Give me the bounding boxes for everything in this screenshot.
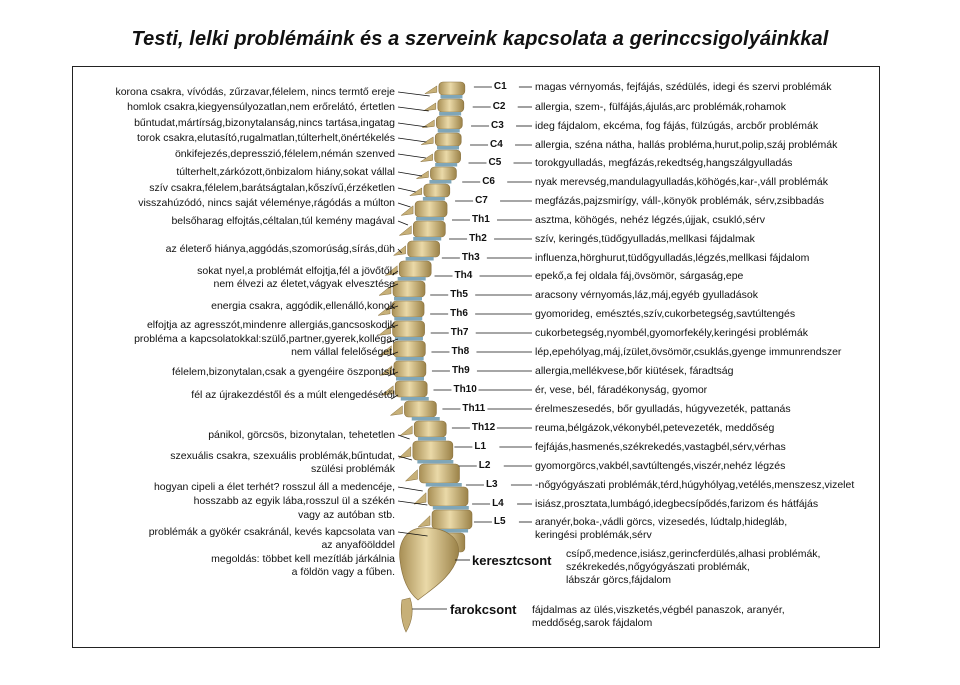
spinal-disc <box>398 277 426 281</box>
vertebra-process <box>401 206 413 216</box>
right-symptom-label: aracsony vérnyomás,láz,máj,egyéb gyulladások <box>535 289 758 301</box>
spinal-disc <box>394 317 422 321</box>
right-symptom-label: allergia, szem-, fülfájás,ájulás,arc problémák,rohamok <box>535 101 786 113</box>
spinal-disc <box>426 483 462 487</box>
right-symptom-label: gyomorgörcs,vakbél,savtúltengés,viszér,nehéz légzés <box>535 460 786 472</box>
spinal-disc <box>395 337 423 341</box>
right-symptom-label: keringési problémák,sérv <box>535 529 652 541</box>
spinal-disc <box>438 129 460 133</box>
vertebra-tag: L1 <box>474 441 487 452</box>
left-trait-label: szív csakra,félelem,barátságtalan,kőszívű,érzéketlen <box>149 182 395 194</box>
right-symptom-label: asztma, köhögés, nehéz légzés,újjak, csukló,sérv <box>535 214 765 226</box>
spinal-disc <box>437 146 459 150</box>
vertebra-process <box>400 426 412 436</box>
left-trait-label: félelem,bizonytalan,csak a gyengéire öszpontsít <box>172 366 395 378</box>
spinal-disc <box>433 506 469 510</box>
left-trait-label: önkifejezés,depresszió,félelem,némán szenved <box>174 148 395 160</box>
spinal-disc <box>396 357 424 361</box>
connector-line <box>398 123 427 127</box>
connector-line <box>398 203 410 207</box>
left-trait-label: bűntudat,mártírság,bizonytalanság,nincs tartása,ingatag <box>134 117 395 129</box>
vertebra-body <box>414 421 446 437</box>
connector-line <box>398 172 422 176</box>
right-symptom-label: magas vérnyomás, fejfájás, szédülés, idegi és szervi problémák <box>535 81 832 93</box>
right-symptom-label: -nőgyógyászati problémák,térd,húgyhólyag,vetélés,menszesz,vizelet <box>535 479 855 491</box>
connector-line <box>398 107 429 111</box>
vertebra-body <box>408 241 440 257</box>
left-trait-label: megoldás: többet kell mezítláb járkálnia <box>211 553 395 565</box>
vertebra-tag: Th5 <box>450 289 468 300</box>
connector-line <box>398 138 426 142</box>
connector-line <box>398 487 423 491</box>
vertebra-process <box>425 86 437 94</box>
left-trait-label: túlterhelt,zárkózott,önbizalom hiány,sokat vállal <box>176 166 395 178</box>
right-symptom-label: gyomorideg, emésztés,szív,cukorbetegség,savtúltengés <box>535 308 796 320</box>
vertebra-process <box>421 137 433 145</box>
vertebra-tag: Th10 <box>453 384 477 395</box>
vertebra-tag: Th4 <box>454 270 473 281</box>
vertebra-tag: Th11 <box>462 403 486 414</box>
left-trait-label: vagy az autóban stb. <box>298 509 395 521</box>
vertebra-body <box>393 321 425 337</box>
vertebra-body <box>404 401 436 417</box>
vertebra-tag: C3 <box>491 120 504 131</box>
vertebra-body <box>435 133 461 146</box>
vertebra-process <box>390 406 402 416</box>
vertebra-tag: Th12 <box>471 422 496 433</box>
spinal-disc <box>423 197 445 201</box>
vertebra-body <box>413 441 453 460</box>
left-trait-label: hosszabb az egyik lába,rosszul ül a székén <box>193 495 395 507</box>
vertebra-body <box>413 221 445 237</box>
right-symptom-label: isiász,prosztata,lumbágó,idegbecsípődés,farizom és hátfájás <box>535 498 819 510</box>
connector-line <box>398 221 408 225</box>
right-symptom-label: epekő,a fej oldala fáj,övsömör, sárgaság,epe <box>535 270 744 282</box>
spinal-disc <box>412 417 440 421</box>
vertebra-tag: Th6 <box>450 308 468 319</box>
right-symptom-label: szív, keringés,tüdőgyulladás,mellkasi fájdalmak <box>535 233 755 245</box>
vertebra-tag: Th7 <box>450 327 469 338</box>
left-trait-label: probléma a kapcsolatokkal:szülő,partner,gyerek,kolléga, <box>134 333 395 345</box>
vertebra-body <box>428 487 468 506</box>
vertebra-body <box>395 381 427 397</box>
vertebra-tag: C7 <box>475 195 488 206</box>
left-trait-label: fél az újrakezdéstől és a múlt elengedésétől <box>191 389 395 401</box>
vertebra-tag: Th2 <box>469 233 487 244</box>
vertebra-tag: C6 <box>482 176 495 187</box>
vertebra-body <box>393 341 425 357</box>
vertebra-body <box>399 261 431 277</box>
left-trait-label: visszahúzódó, nincs saját véleménye,rágódás a múlton <box>138 197 395 209</box>
right-symptom-label: ideg fájdalom, ekcéma, fog fájás, fülzúgás, arcbőr problémák <box>535 120 819 132</box>
vertebra-tag: C4 <box>490 139 503 150</box>
spinal-disc <box>435 163 457 167</box>
right-symptom-label: influenza,hörghurut,tüdőgyulladás,légzés,mellkasi fájdalom <box>535 252 810 264</box>
vertebra-process <box>405 470 417 481</box>
connector-line <box>398 435 410 439</box>
left-trait-label: hogyan cipeli a élet terhét? rosszul áll a medencéje, <box>153 481 395 493</box>
spinal-disc <box>439 112 461 116</box>
spinal-disc <box>401 397 429 401</box>
vertebra-process <box>414 493 426 504</box>
sacrum-label: keresztcsont <box>472 553 552 568</box>
right-symptom-label: lép,epehólyag,máj,ízület,övsömör,csuklás,gyenge immunrendszer <box>535 346 842 358</box>
spinal-disc <box>413 237 441 241</box>
left-trait-label: a földön vagy a fűben. <box>291 566 395 578</box>
vertebra-tag: Th9 <box>451 365 470 376</box>
vertebra-body <box>432 510 472 529</box>
left-trait-label: problémák a gyökér csakránál, kevés kapcsolata van <box>148 526 395 538</box>
connector-line <box>398 92 430 96</box>
left-trait-label: pánikol, görcsös, bizonytalan, tehetetlen <box>208 429 395 441</box>
vertebra-tag: Th1 <box>472 214 490 225</box>
vertebra-body <box>439 82 465 95</box>
vertebra-tag: C1 <box>493 81 507 92</box>
coccyx-bone <box>401 598 412 632</box>
vertebra-tag: L4 <box>492 498 504 509</box>
vertebra-tag: Th3 <box>461 252 480 263</box>
vertebra-body <box>436 116 462 129</box>
right-symptom-label: allergia, széna nátha, hallás probléma,hurut,polip,száj problémák <box>535 139 838 151</box>
vertebra-body <box>424 184 450 197</box>
page-title: Testi, lelki problémáink és a szerveink kapcsolata a gerinccsigolyáinkkal <box>131 28 829 50</box>
vertebra-tag: Th8 <box>451 346 470 357</box>
left-trait-label: belsőharag elfojtás,céltalan,túl kemény magával <box>171 215 395 227</box>
right-symptom-label: csípő,medence,isiász,gerincferdülés,alhasi problémák, <box>566 548 821 560</box>
vertebra-body <box>392 301 424 317</box>
right-symptom-label: aranyér,boka-,vádli görcs, vizesedés, lúdtalp,hidegláb, <box>535 516 788 528</box>
left-trait-label: nem vállal felelőséget. <box>291 346 395 358</box>
right-symptom-label: ér, vese, bél, fáradékonyság, gyomor <box>535 384 708 396</box>
right-symptom-label: székrekedés,nőgyógyászati problémák, <box>566 561 750 573</box>
spinal-disc <box>394 297 422 301</box>
vertebra-tag: C2 <box>492 101 506 112</box>
right-symptom-label: fejfájás,hasmenés,székrekedés,vastagbél,sérv,vérhas <box>535 441 786 453</box>
right-symptom-label: megfázás,pajzsmirígy, váll-,könyök problémák, sérv,zsibbadás <box>535 195 825 207</box>
coccyx-label: farokcsont <box>450 602 517 617</box>
spinal-disc <box>440 95 462 99</box>
right-symptom-label: fájdalmas az ülés,viszketés,végbél panaszok, aranyér, <box>532 604 785 616</box>
vertebra-process <box>418 516 430 527</box>
right-symptom-label: meddőség,sarok fájdalom <box>532 617 653 629</box>
vertebra-tag: L2 <box>478 460 491 471</box>
left-trait-label: szexuális csakra, szexuális problémák,bűntudat, <box>170 450 395 462</box>
vertebra-body <box>415 201 447 217</box>
vertebra-tag: C5 <box>488 157 502 168</box>
spinal-disc <box>429 180 451 184</box>
vertebra-body <box>430 167 456 180</box>
vertebra-body <box>393 281 425 297</box>
spinal-disc <box>416 217 444 221</box>
vertebra-body <box>394 361 426 377</box>
left-trait-label: az életerő hiánya,aggódás,szomorúság,sírás,düh <box>165 243 395 255</box>
vertebra-body <box>438 99 464 112</box>
spinal-disc <box>396 377 424 381</box>
vertebra-process <box>424 103 436 111</box>
right-symptom-label: érelmeszesedés, bőr gyulladás, húgyvezeték, pattanás <box>535 403 791 415</box>
left-trait-label: energia csakra, aggódik,ellenálló,konok <box>211 300 395 312</box>
vertebra-process <box>399 226 411 236</box>
right-symptom-label: lábszár görcs,fájdalom <box>566 574 672 586</box>
left-trait-label: homlok csakra,kiegyensúlyozatlan,nem erőrelátó, értetlen <box>127 101 395 113</box>
spinal-disc <box>417 460 453 464</box>
left-trait-label: az anyaföölddel <box>321 539 395 551</box>
spinal-disc <box>418 437 446 441</box>
connector-line <box>398 154 426 158</box>
left-trait-label: elfojtja az agresszót,mindenre allergiás,gancsoskodik <box>146 319 395 331</box>
left-trait-label: sokat nyel,a problémát elfojtja,fél a jövőtől, <box>197 265 395 277</box>
vertebra-tag: L3 <box>485 479 498 490</box>
vertebra-tag: L5 <box>493 516 506 527</box>
vertebra-body <box>419 464 459 483</box>
left-trait-label: szülési problémák <box>310 463 395 475</box>
right-symptom-label: cukorbetegség,nyombél,gyomorfekély,keringési problémák <box>535 327 808 339</box>
vertebra-process <box>416 171 428 179</box>
right-symptom-label: reuma,bélgázok,vékonybél,petevezeték, meddőség <box>535 422 775 434</box>
connector-line <box>398 188 416 192</box>
left-trait-label: nem élvezi az életet,vágyak elvesztése <box>213 278 395 290</box>
right-symptom-label: allergia,mellékvese,bőr kiütések, fáradtság <box>535 365 734 377</box>
spinal-disc <box>406 257 434 261</box>
sacrum-bone <box>400 528 459 600</box>
vertebra-body <box>435 150 461 163</box>
left-trait-label: torok csakra,elutasító,rugalmatlan,túlterhelt,önértékelés <box>137 132 395 144</box>
right-symptom-label: torokgyulladás, megfázás,rekedtség,hangszálgyulladás <box>535 157 793 169</box>
left-trait-label: korona csakra, vívódás, zűrzavar,félelem, nincs termtő ereje <box>115 86 395 98</box>
right-symptom-label: nyak merevség,mandulagyulladás,köhögés,kar-,váll problémák <box>535 176 828 188</box>
